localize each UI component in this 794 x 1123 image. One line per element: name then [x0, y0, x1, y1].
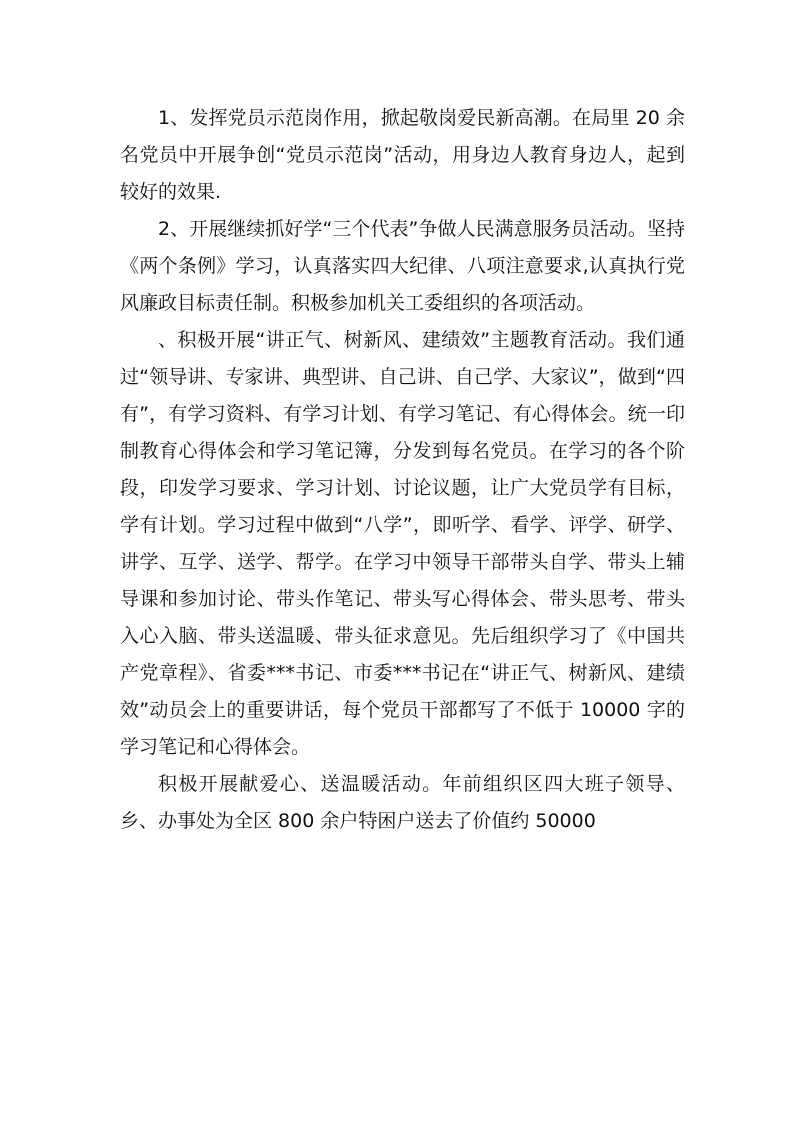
paragraph-2: 2、开展继续抓好学“三个代表”争做人民满意服务员活动。坚持《两个条例》学习，认真落实四大纪律、八项注意要求,认真执行党风廉政目标责任制。积极参加机关工委组织的各项活动。 [120, 218, 685, 314]
paragraph-3: 、积极开展“讲正气、树新风、建绩效”主题教育活动。我们通过“领导讲、专家讲、典型讲、自己讲、自己学、大家议”，做到“四有”，有学习资料、有学习计划、有学习笔记、有心得体会。统一印制教育心得体会和学习笔记簿，分发到每名党员。在学习的各个阶段，印发学习要求、学习计划、讨论议题，让广大党员学有目标，学有计划。学习过程中做到“八学”，即听学、看学、评学、研学、讲学、互学、送学、帮学。在学习中领导干部带头自学、带头上辅导课和参加讨论、带头作笔记、带头写心得体会、带头思考、带头入心入脑、带头送温暖、带头征求意见。先后组织学习了《中国共产党章程》、省委***书记、市委***书记在“讲正气、树新风、建绩效”动员会上的重要讲话，每个党员干部都写了不低于 10000 字的学习笔记和心得体会。 [120, 329, 685, 758]
paragraph-1: 1、发挥党员示范岗作用，掀起敬岗爱民新高潮。在局里 20 余名党员中开展争创“党员示范岗”活动，用身边人教育身边人，起到较好的效果. [120, 107, 685, 203]
document-body [120, 100, 685, 840]
paragraph-4: 积极开展献爱心、送温暖活动。年前组织区四大班子领导、乡、办事处为全区 800 余户特困户送去了价值约 50000 [120, 773, 685, 832]
